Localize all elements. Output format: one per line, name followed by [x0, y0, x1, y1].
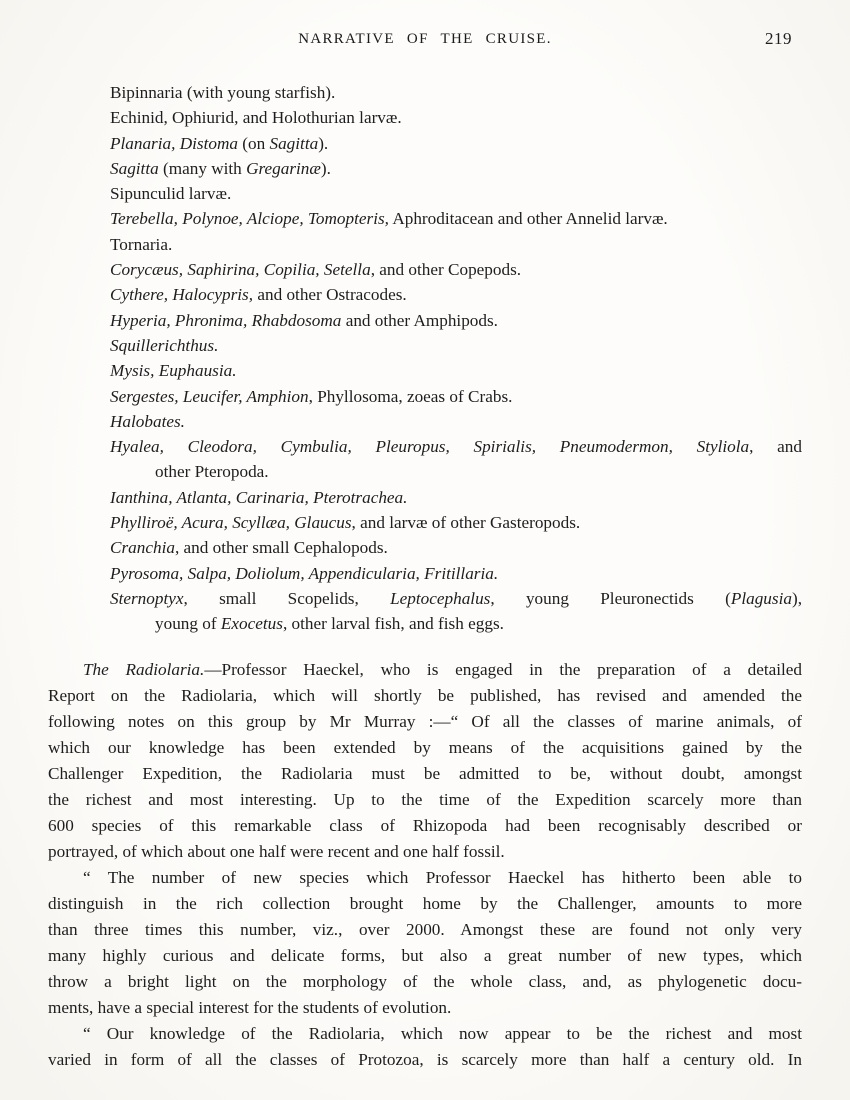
text-run: other Pteropoda. — [155, 462, 269, 482]
text-run: ). — [320, 158, 331, 178]
taxon-name: Hyperia, Phronima, Rhabdosoma — [110, 310, 342, 330]
taxon-name: Cythere, Halocypris, — [110, 285, 254, 305]
taxon-name: Planaria, Distoma — [110, 133, 238, 153]
taxon-name: Plagusia — [730, 588, 792, 608]
paragraph-line — [48, 683, 802, 709]
paragraph-line — [48, 1047, 802, 1073]
taxon-name: Sagitta — [110, 158, 159, 178]
text-run: than three times this number, viz., over 2000. Amongst these are found not only very — [48, 919, 802, 939]
text-run: Report on the Radiolaria, which will shortly be published, has revised and amended the — [48, 685, 802, 705]
text-run: ), — [791, 588, 802, 608]
text-run: , and other small Cephalopods. — [174, 538, 388, 558]
taxon-name: Exocetus — [220, 614, 283, 634]
list-line — [48, 434, 802, 459]
page-number: 219 — [765, 29, 792, 48]
list-line — [48, 510, 802, 535]
taxon-name: Hyalea, Cleodora, Cymbulia, Pleuropus, Spirialis, Pneumodermon, Styliola — [110, 437, 750, 457]
paragraph-line — [48, 969, 802, 995]
taxon-name: Halobates. — [110, 411, 185, 431]
text-run: which our knowledge has been extended by means of the acquisitions gained by the — [48, 737, 802, 757]
list-line — [48, 156, 802, 181]
paragraph-line — [48, 657, 802, 683]
taxon-name: Mysis, Euphausia. — [110, 361, 237, 381]
taxon-name: Terebella, Polynoe, Alciope, Tomopteris, — [110, 209, 389, 229]
text-run: throw a bright light on the morphology of the whole class, and, as phylogenetic docu- — [48, 971, 802, 991]
text-run: Challenger Expedition, the Radiolaria must be admitted to be, without doubt, amongst — [48, 763, 802, 783]
text-run: the richest and most interesting. Up to the time of the Expedition scarcely more than — [48, 789, 802, 809]
text-run: and other Ostracodes. — [253, 285, 407, 305]
list-line — [48, 206, 802, 231]
list-line — [48, 384, 802, 409]
list-line — [48, 611, 802, 636]
paragraph-line — [48, 787, 802, 813]
paragraph-line — [48, 917, 802, 943]
text-run: , young Pleuronectids ( — [490, 588, 731, 608]
taxon-name: Gregarinæ — [246, 158, 321, 178]
text-run: , and — [749, 437, 802, 457]
text-run: , and other Copepods. — [370, 260, 522, 280]
paragraph-line — [48, 943, 802, 969]
paragraph-line — [48, 1021, 802, 1047]
list-line — [48, 358, 802, 383]
taxon-name: Corycæus, Saphirina, Copilia, Setella — [110, 260, 371, 280]
body-text — [48, 657, 802, 1073]
paragraph-line — [48, 761, 802, 787]
list-line — [48, 181, 802, 206]
list-line — [48, 105, 802, 130]
paragraph-line — [48, 709, 802, 735]
list-line — [48, 485, 802, 510]
text-run: Aphroditacean and other Annelid larvæ. — [388, 209, 668, 229]
page-header — [48, 30, 802, 48]
list-line — [48, 232, 802, 257]
running-title: NARRATIVE OF THE CRUISE. — [298, 31, 552, 47]
text-run: 600 species of this remarkable class of Rhizopoda had been recognisably described or — [48, 815, 802, 835]
list-line — [48, 257, 802, 282]
taxon-name: The Radiolaria. — [83, 659, 205, 679]
taxon-name: Ianthina, Atlanta, Carinaria, Pterotrachea. — [110, 487, 408, 507]
text-run: following notes on this group by Mr Murray :—“ Of all the classes of marine animals, of — [48, 711, 802, 731]
paragraph-line — [48, 735, 802, 761]
text-run: varied in form of all the classes of Protozoa, is scarcely more than half a century old. In — [48, 1049, 802, 1069]
taxon-name: Phylliroë, Acura, Scyllæa, Glaucus — [110, 513, 352, 533]
text-run: Tornaria. — [110, 234, 173, 254]
text-run: “ Our knowledge of the Radiolaria, which now appear to be the richest and most — [83, 1023, 802, 1043]
taxon-name: Pyrosoma, Salpa, Doliolum, Appendicularia, Fritillaria. — [110, 563, 499, 583]
list-line — [48, 535, 802, 560]
list-line — [48, 80, 802, 105]
text-run: “ The number of new species which Professor Haeckel has hitherto been able to — [83, 867, 802, 887]
list-line — [48, 561, 802, 586]
text-run: , Phyllosoma, zoeas of Crabs. — [308, 386, 513, 406]
paragraph-line — [48, 995, 802, 1021]
text-run: Sipunculid larvæ. — [110, 184, 232, 204]
taxon-name: Sagitta — [269, 133, 319, 153]
taxon-name: Leptocephalus — [390, 588, 491, 608]
paragraph-line — [48, 891, 802, 917]
text-run: —Professor Haeckel, who is engaged in the preparation of a detailed — [204, 659, 802, 679]
list-line — [48, 308, 802, 333]
taxon-name: Squillerichthus. — [110, 335, 219, 355]
list-line — [48, 459, 802, 484]
list-line — [48, 131, 802, 156]
list-line — [48, 282, 802, 307]
text-run: (on — [237, 133, 270, 153]
text-run: , and larvæ of other Gasteropods. — [351, 513, 581, 533]
taxon-name: Sergestes, Leucifer, Amphion — [110, 386, 309, 406]
text-run: portrayed, of which about one half were recent and one half fossil. — [48, 841, 505, 861]
text-run: Echinid, Ophiurid, and Holothurian larvæ. — [110, 108, 402, 128]
paragraph-line — [48, 839, 802, 865]
paragraph-line — [48, 865, 802, 891]
text-run: Bipinnaria (with young starfish). — [110, 83, 336, 102]
text-run: , other larval fish, and fish eggs. — [282, 614, 504, 634]
taxon-name: Cranchia — [110, 538, 175, 558]
paragraph-line — [48, 813, 802, 839]
text-run: ). — [318, 133, 329, 153]
text-run: many highly curious and delicate forms, but also a great number of new types, which — [48, 945, 802, 965]
list-line — [48, 409, 802, 434]
text-run: (many with — [158, 158, 247, 178]
taxon-name: Sternoptyx — [110, 588, 184, 608]
list-line — [48, 333, 802, 358]
list-line — [48, 586, 802, 611]
text-run: and other Amphipods. — [341, 310, 498, 330]
text-run: young of — [155, 614, 221, 634]
species-list — [48, 80, 802, 637]
text-run: ments, have a special interest for the students of evolution. — [48, 997, 452, 1017]
text-run: , small Scopelids, — [183, 588, 391, 608]
text-run: distinguish in the rich collection brought home by the Challenger, amounts to more — [48, 893, 802, 913]
